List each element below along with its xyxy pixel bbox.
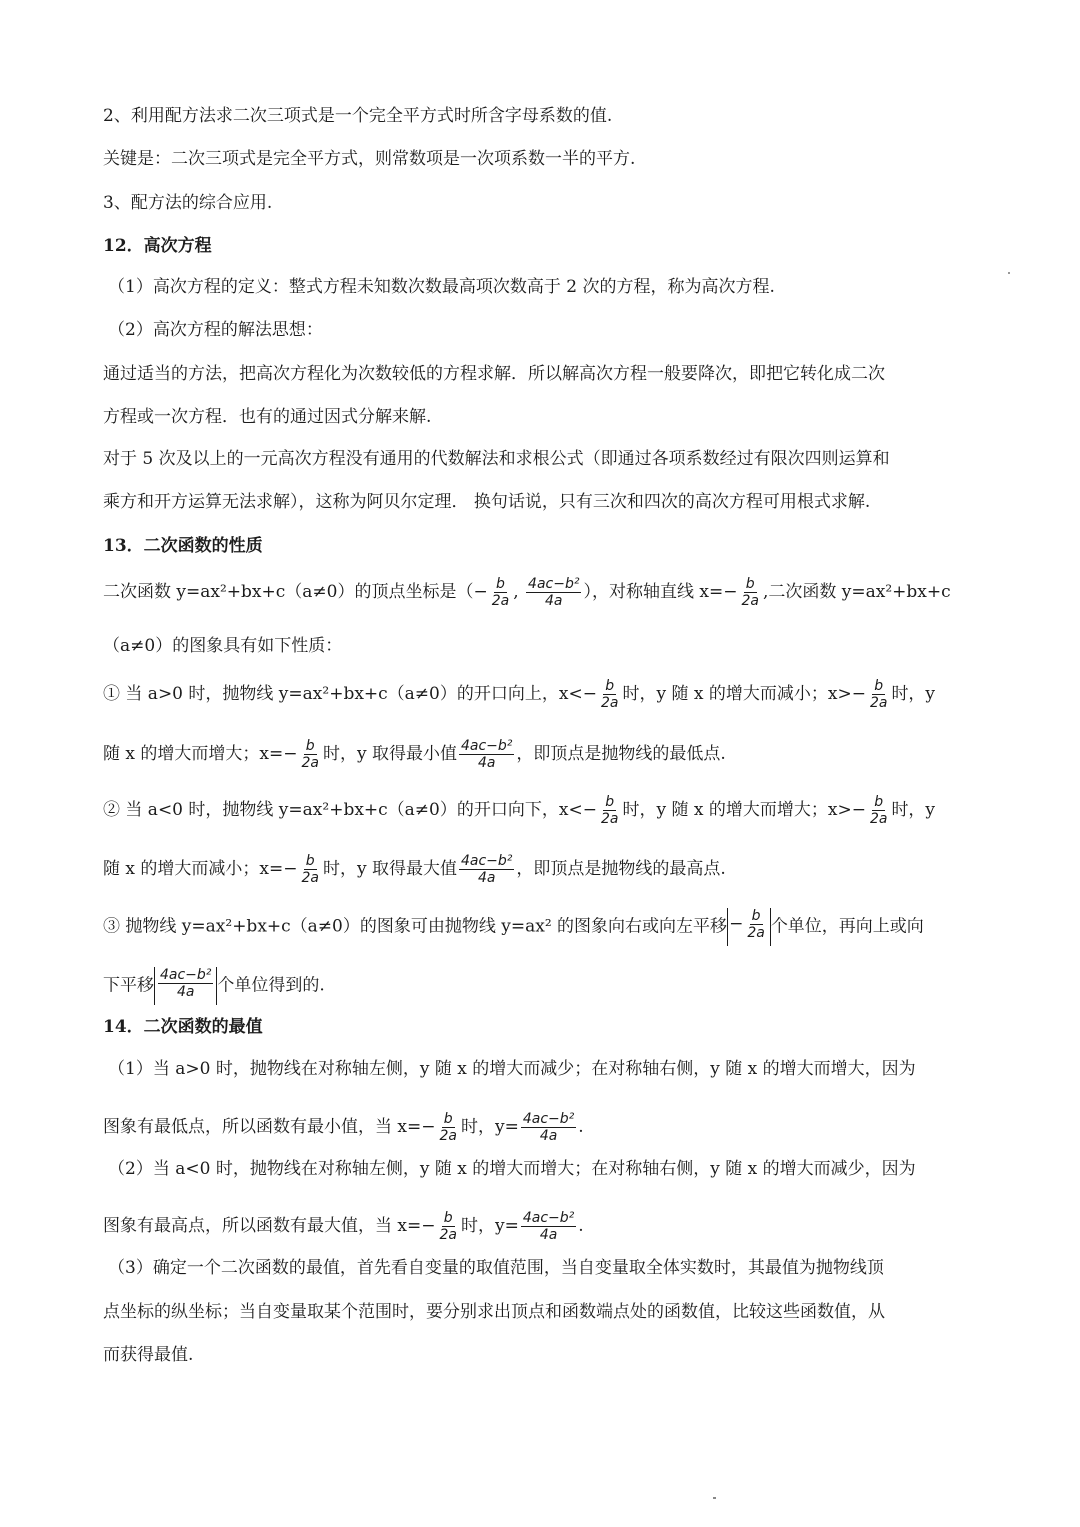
scan-speck xyxy=(713,1497,716,1499)
numerator: 4ac−b² xyxy=(522,1210,575,1226)
denominator: 2a xyxy=(491,593,510,609)
numerator: b xyxy=(443,1210,453,1226)
text-span: ，即顶点是抛物线的最低点. xyxy=(516,744,726,764)
text-span: 时，y 取得最小值 xyxy=(322,744,457,764)
minus-sign: − xyxy=(283,859,298,879)
text-line: （2）当 a<0 时，抛物线在对称轴左侧，y 随 x 的增大而增大；在对称轴右侧，y 随 x 的增大而减少，因为 xyxy=(108,1159,916,1179)
text-span: ，即顶点是抛物线的最高点. xyxy=(516,859,726,879)
minus-sign: − xyxy=(421,1117,436,1137)
text-span: ② 当 a<0 时，抛物线 y=ax²+bx+c（a≠0）的开口向下，x< xyxy=(103,800,583,820)
text-line: 乘方和开方运算无法求解），这称为阿贝尔定理． 换句话说，只有三次和四次的高次方程可用根式求解. xyxy=(103,492,871,512)
text-span: 图象有最高点，所以函数有最大值，当 x= xyxy=(103,1216,422,1236)
denominator: 4a xyxy=(477,870,496,886)
numerator: b xyxy=(751,908,761,924)
fraction xyxy=(438,1210,460,1243)
text-span: 个单位得到的. xyxy=(217,975,325,996)
fraction xyxy=(158,967,213,1000)
fraction xyxy=(521,1210,576,1243)
section-heading-13: 13．二次函数的性质 xyxy=(103,536,263,556)
formula-line xyxy=(103,908,924,946)
numerator: b xyxy=(605,794,615,810)
numerator: b xyxy=(305,738,315,754)
denominator: 2a xyxy=(439,1227,457,1243)
fraction xyxy=(299,738,321,771)
text-span: 时，y 取得最大值 xyxy=(322,859,457,879)
denominator: 2a xyxy=(600,695,619,711)
formula-line xyxy=(103,1111,584,1144)
minus-sign: − xyxy=(723,582,738,602)
text-line: （3）确定一个二次函数的最值，首先看自变量的取值范围，当自变量取全体实数时，其最值为抛物线顶 xyxy=(108,1258,884,1278)
text-line: （1）高次方程的定义：整式方程未知数次数最高项次数高于 2 次的方程，称为高次方程. xyxy=(108,277,775,297)
text-span: 时，y xyxy=(891,800,936,820)
numerator: b xyxy=(305,853,315,869)
fraction xyxy=(299,853,321,886)
text-span: . xyxy=(578,1216,584,1236)
formula-line xyxy=(103,853,726,886)
text-span: 时，y xyxy=(891,684,936,704)
text-line: 点坐标的纵坐标；当自变量取某个范围时，要分别求出顶点和函数端点处的函数值，比较这些函数值，从 xyxy=(103,1302,885,1322)
text-line: （a≠0）的图象具有如下性质： xyxy=(103,636,343,656)
fraction xyxy=(526,576,581,609)
text-span: 时，y 随 x 的增大而增大；x> xyxy=(622,800,852,820)
fraction xyxy=(459,853,514,886)
minus-sign: − xyxy=(729,914,744,934)
numerator: 4ac−b² xyxy=(461,853,513,869)
denominator: 4a xyxy=(176,984,195,1000)
numerator: b xyxy=(874,794,884,810)
text-span: 个单位，再向上或向 xyxy=(770,916,924,937)
numerator: b xyxy=(874,678,884,694)
minus-sign: − xyxy=(851,684,866,704)
fraction xyxy=(459,738,514,771)
numerator: 4ac−b² xyxy=(160,967,212,983)
text-span: 随 x 的增大而减小；x= xyxy=(103,859,284,879)
fraction xyxy=(739,576,761,609)
text-line: 3、配方法的综合应用. xyxy=(103,193,273,213)
numerator: 4ac−b² xyxy=(461,738,513,754)
fraction xyxy=(599,794,621,827)
minus-sign: − xyxy=(283,744,298,764)
formula-line xyxy=(103,967,325,1005)
denominator: 2a xyxy=(600,811,619,827)
fraction xyxy=(438,1111,460,1144)
minus-sign: − xyxy=(473,582,488,602)
fraction xyxy=(521,1111,576,1144)
text-line: 方程或一次方程．也有的通过因式分解来解. xyxy=(103,407,432,427)
denominator: 4a xyxy=(539,1227,558,1243)
denominator: 2a xyxy=(741,593,759,609)
text-span: 二次函数 y=ax²+bx+c xyxy=(768,582,951,602)
formula-line xyxy=(103,738,726,771)
text-line: （1）当 a>0 时，抛物线在对称轴左侧，y 随 x 的增大而减少；在对称轴右侧，y 随 x 的增大而增大，因为 xyxy=(108,1059,916,1079)
denominator: 2a xyxy=(869,695,888,711)
denominator: 2a xyxy=(869,811,888,827)
numerator: b xyxy=(605,678,615,694)
denominator: 4a xyxy=(544,593,563,609)
text-span: 图象有最低点，所以函数有最小值，当 x= xyxy=(103,1117,422,1137)
text-span: . xyxy=(578,1117,584,1137)
denominator: 2a xyxy=(439,1128,457,1144)
section-heading-14: 14．二次函数的最值 xyxy=(103,1017,263,1037)
denominator: 2a xyxy=(301,755,319,771)
formula-line xyxy=(103,1210,584,1243)
denominator: 4a xyxy=(477,755,496,771)
numerator: 4ac−b² xyxy=(528,576,580,592)
text-line: 而获得最值. xyxy=(103,1345,194,1365)
minus-sign: − xyxy=(421,1216,436,1236)
numerator: b xyxy=(496,576,505,592)
section-heading-12: 12．高次方程 xyxy=(103,236,212,256)
text-line: （2）高次方程的解法思想： xyxy=(108,320,323,340)
text-span: ），对称轴直线 x= xyxy=(583,582,724,602)
text-span: 时，y 随 x 的增大而减小；x> xyxy=(622,684,852,704)
minus-sign: − xyxy=(582,684,597,704)
formula-line xyxy=(103,678,935,711)
formula-line: 二次函数 y=ax²+bx+c（a≠0）的顶点坐标是（− $\frac{b}{2a}$ , $\frac{\text{4ac−b²}}{4a}$ ），对称轴直线 x=− $\frac{b}{2a}$ ,二次函数 y=ax²+bx+c xyxy=(103,576,951,609)
fraction xyxy=(490,576,512,609)
denominator: 4a xyxy=(539,1128,558,1144)
denominator: 2a xyxy=(301,870,319,886)
text-line: 通过适当的方法，把高次方程化为次数较低的方程求解．所以解高次方程一般要降次，即把它转化成二次 xyxy=(103,364,885,384)
text-span: ③ 抛物线 y=ax²+bx+c（a≠0）的图象可由抛物线 y=ax² 的图象向右或向左平移 xyxy=(103,916,728,937)
minus-sign: − xyxy=(582,800,597,820)
numerator: 4ac−b² xyxy=(522,1111,575,1127)
scan-speck xyxy=(1008,272,1010,274)
fraction xyxy=(868,794,890,827)
denominator: 2a xyxy=(747,925,765,941)
minus-sign: − xyxy=(851,800,866,820)
text-line: 关键是：二次三项式是完全平方式，则常数项是一次项系数一半的平方. xyxy=(103,149,636,169)
fraction xyxy=(868,678,890,711)
text-span: 随 x 的增大而增大；x= xyxy=(103,744,284,764)
text-span: 时，y= xyxy=(461,1216,519,1236)
text-line: 对于 5 次及以上的一元高次方程没有通用的代数解法和求根公式（即通过各项系数经过有限次四则运算和 xyxy=(103,449,890,469)
fraction xyxy=(599,678,621,711)
formula-line xyxy=(103,794,935,827)
text-span: 下平移 xyxy=(103,975,154,996)
text-span: ① 当 a>0 时，抛物线 y=ax²+bx+c（a≠0）的开口向上，x< xyxy=(103,684,583,704)
text-span: 时，y= xyxy=(461,1117,519,1137)
numerator: b xyxy=(443,1111,453,1127)
text-span: 二次函数 y=ax²+bx+c（a≠0）的顶点坐标是（ xyxy=(103,582,474,602)
absolute-value xyxy=(154,967,217,1005)
absolute-value xyxy=(727,908,771,946)
text-line: 2、利用配方法求二次三项式是一个完全平方式时所含字母系数的值. xyxy=(103,106,613,126)
fraction xyxy=(745,908,767,941)
numerator: b xyxy=(745,576,755,592)
